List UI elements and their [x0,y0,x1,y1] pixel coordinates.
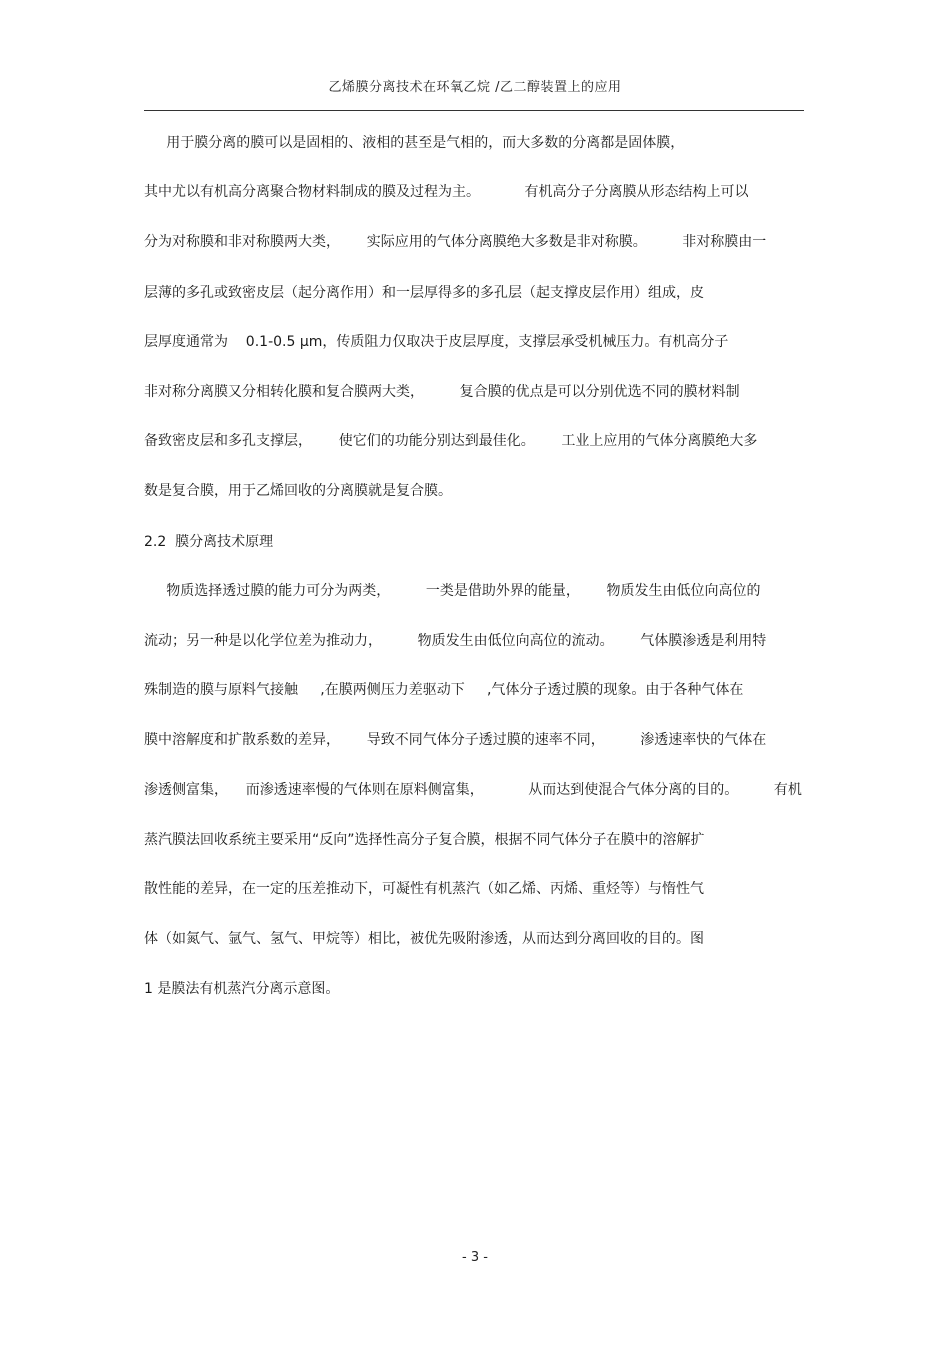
page-number: - 3 - [462,1250,488,1265]
paragraph-line: 层厚度通常为 0.1-0.5 μm，传质阻力仅取决于皮层厚度，支撑层承受机械压力。有机高分子 [144,334,729,350]
paragraph-line: 物质选择透过膜的能力可分为两类， 一类是借助外界的能量， 物质发生由低位向高位的 [144,583,761,599]
paragraph-line: 层薄的多孔或致密皮层（起分离作用）和一层厚得多的多孔层（起支撑皮层作用）组成，皮 [144,285,704,301]
paragraph-line: 分为对称膜和非对称膜两大类， 实际应用的气体分离膜绝大多数是非对称膜。 非对称膜由一 [144,234,767,250]
paragraph-line: 蒸汽膜法回收系统主要采用“反向”选择性高分子复合膜，根据不同气体分子在膜中的溶解扩 [144,832,705,848]
paragraph-line: 非对称分离膜又分相转化膜和复合膜两大类， 复合膜的优点是可以分别优选不同的膜材料制 [144,384,740,400]
paragraph-line: 数是复合膜，用于乙烯回收的分离膜就是复合膜。 [144,483,452,499]
running-header: 乙烯膜分离技术在环氧乙烷 /乙二醇装置上的应用 [328,80,622,95]
paragraph-line: 渗透侧富集， 而渗透速率慢的气体则在原料侧富集， 从而达到使混合气体分离的目的。 有机 [144,782,802,798]
paragraph-line: 散性能的差异，在一定的压差推动下，可凝性有机蒸汽（如乙烯、丙烯、重烃等）与惰性气 [144,881,704,897]
paragraph-line: 体（如氮气、氩气、氢气、甲烷等）相比，被优先吸附渗透，从而达到分离回收的目的。图 [144,931,704,947]
paragraph-line: 1 是膜法有机蒸汽分离示意图。 [144,981,340,997]
header-divider [144,110,804,111]
section-heading: 2.2 膜分离技术原理 [144,534,274,550]
paragraph-line: 用于膜分离的膜可以是固相的、液相的甚至是气相的，而大多数的分离都是固体膜， [144,135,685,151]
paragraph-line: 其中尤以有机高分离聚合物材料制成的膜及过程为主。 有机高分子分离膜从形态结构上可以 [144,184,749,200]
paragraph-line: 流动；另一种是以化学位差为推动力， 物质发生由低位向高位的流动。 气体膜渗透是利用特 [144,633,767,649]
paragraph-line: 备致密皮层和多孔支撑层， 使它们的功能分别达到最佳化。 工业上应用的气体分离膜绝大多 [144,433,758,449]
paragraph-line: 膜中溶解度和扩散系数的差异， 导致不同气体分子透过膜的速率不同， 渗透速率快的气体在 [144,732,767,748]
paragraph-line: 殊制造的膜与原料气接触 ,在膜两侧压力差驱动下 ,气体分子透过膜的现象。由于各种气体在 [144,682,744,698]
